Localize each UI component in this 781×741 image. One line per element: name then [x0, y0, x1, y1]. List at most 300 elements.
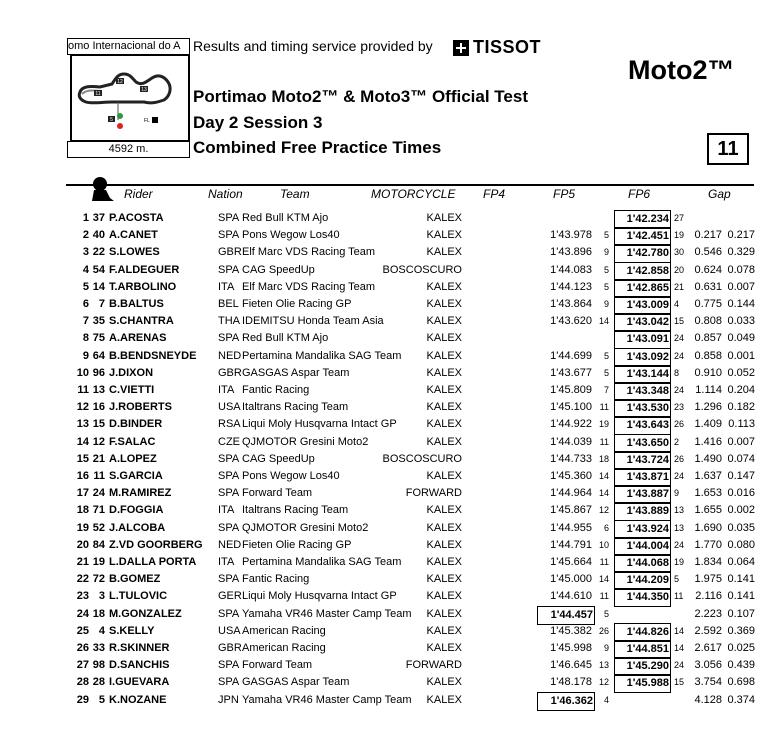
- fp6-lap-cell: 15: [674, 316, 685, 327]
- position-cell: 22: [76, 573, 89, 586]
- nation-cell: BEL: [218, 298, 239, 310]
- table-row: [0, 313, 781, 330]
- gap-previous-cell: 0.374: [727, 693, 755, 706]
- gap-previous-cell: 0.049: [727, 332, 755, 345]
- rider-number-cell: 64: [92, 349, 105, 362]
- fp5-lap-cell: 5: [603, 367, 609, 378]
- nation-cell: SPA: [218, 676, 240, 689]
- rider-number-cell: 54: [92, 263, 105, 276]
- rider-number-cell: 71: [92, 504, 105, 517]
- nation-cell: SPA: [218, 452, 240, 465]
- rider-number-cell: 98: [92, 659, 105, 672]
- gap-cell: 1.637: [694, 470, 722, 482]
- motorcycle-cell: KALEX: [426, 470, 462, 482]
- table-row: [0, 451, 781, 468]
- fp5-lap-cell: 5: [603, 264, 609, 275]
- gap-cell: 1.653: [694, 487, 722, 500]
- rider-number-cell: 12: [92, 435, 105, 448]
- rider-number-cell: 18: [92, 607, 105, 620]
- team-cell: Pertamina Mandalika SAG Team: [242, 349, 402, 362]
- rider-number-cell: 84: [92, 538, 105, 551]
- table-row: [0, 330, 781, 347]
- motorcycle-cell: KALEX: [426, 642, 462, 654]
- motorcycle-cell: KALEX: [426, 366, 462, 379]
- nation-cell: USA: [218, 624, 241, 637]
- rider-name-cell: R.SKINNER: [109, 642, 170, 654]
- fp5-time-cell: 1'44.791: [550, 538, 592, 551]
- rider-number-cell: 37: [92, 212, 105, 224]
- motorcycle-cell: FORWARD: [405, 487, 462, 500]
- gap-previous-cell: 0.078: [727, 263, 755, 276]
- fp6-lap-cell: 27: [674, 213, 685, 223]
- nation-cell: SPA: [218, 470, 240, 482]
- fp6-time-cell: 1'43.009: [614, 296, 671, 315]
- team-cell: Fieten Olie Racing GP: [242, 298, 352, 310]
- team-cell: American Racing: [242, 642, 326, 654]
- position-cell: 12: [76, 401, 89, 414]
- rider-name-cell: A.LOPEZ: [109, 452, 157, 465]
- rider-name-cell: C.VIETTI: [109, 384, 155, 396]
- nation-cell: JPN: [218, 693, 239, 706]
- red-light-icon: [117, 123, 123, 129]
- table-row: [0, 468, 781, 485]
- table-row: [0, 434, 781, 451]
- rider-name-cell: B.BALTUS: [109, 298, 164, 310]
- rider-name-cell: A.CANET: [109, 229, 158, 242]
- team-cell: Fantic Racing: [242, 384, 310, 396]
- gap-previous-cell: 0.064: [727, 556, 755, 568]
- fp5-time-cell: 1'43.677: [550, 366, 592, 379]
- team-cell: CAG SpeedUp: [242, 263, 315, 276]
- rider-number-cell: 75: [92, 332, 105, 345]
- gap-cell: 1.690: [694, 521, 722, 534]
- rider-name-cell: F.ALDEGUER: [109, 263, 180, 276]
- team-cell: Italtrans Racing Team: [242, 401, 349, 414]
- rider-name-cell: B.BENDSNEYDE: [109, 349, 197, 362]
- motorcycle-cell: BOSCOSCURO: [382, 263, 462, 276]
- fp5-lap-cell: 9: [603, 643, 609, 653]
- fp5-time-cell: 1'44.123: [550, 280, 592, 293]
- table-row: [0, 554, 781, 571]
- fp6-lap-cell: 14: [674, 643, 685, 653]
- rider-name-cell: S.KELLY: [109, 624, 155, 637]
- rider-number-cell: 11: [93, 470, 105, 482]
- gap-previous-cell: 0.439: [727, 659, 755, 672]
- team-cell: Liqui Moly Husqvarna Intact GP: [242, 418, 397, 431]
- gap-cell: 1.409: [694, 418, 722, 431]
- fp6-lap-cell: 13: [674, 505, 685, 516]
- fp6-time-cell: 1'43.092: [614, 348, 671, 367]
- rider-name-cell: L.TULOVIC: [109, 590, 168, 603]
- fp5-time-cell: 1'45.998: [550, 642, 592, 654]
- fp5-time-cell: 1'45.664: [550, 556, 592, 568]
- fp6-time-cell: 1'43.643: [614, 416, 671, 435]
- rider-name-cell: K.NOZANE: [109, 693, 167, 706]
- fp5-lap-cell: 11: [599, 557, 609, 567]
- class-title: Moto2™: [628, 55, 735, 85]
- table-row: [0, 520, 781, 537]
- table-row: [0, 348, 781, 365]
- rider-number-cell: 4: [98, 624, 105, 637]
- fp6-lap-cell: 24: [674, 385, 685, 395]
- position-cell: 17: [76, 487, 89, 500]
- gap-previous-cell: 0.698: [727, 676, 755, 689]
- rider-number-cell: 33: [92, 642, 105, 654]
- table-row: [0, 623, 781, 640]
- fp6-lap-cell: 15: [674, 677, 685, 688]
- rider-name-cell: S.CHANTRA: [109, 315, 174, 328]
- motorcycle-cell: KALEX: [426, 229, 462, 242]
- table-row: [0, 485, 781, 502]
- fp6-lap-cell: 2: [674, 436, 680, 447]
- nation-cell: THA: [218, 315, 240, 328]
- position-cell: 3: [82, 246, 89, 259]
- fp6-time-cell: 1'43.530: [614, 399, 671, 418]
- fp5-time-cell: 1'44.699: [550, 349, 592, 362]
- gap-cell: 0.775: [694, 298, 722, 310]
- col-nation: Nation: [208, 187, 243, 201]
- nation-cell: GBR: [218, 642, 242, 654]
- gap-cell: 1.490: [694, 452, 722, 465]
- position-cell: 23: [76, 590, 89, 603]
- gap-cell: 1.834: [694, 556, 722, 568]
- gap-cell: 2.223: [694, 607, 722, 620]
- gap-cell: 0.546: [694, 246, 722, 259]
- rider-number-cell: 16: [92, 401, 105, 414]
- position-cell: 8: [82, 332, 89, 345]
- fp6-lap-cell: 30: [674, 247, 685, 258]
- green-light-icon: [117, 113, 123, 119]
- fp5-lap-cell: 12: [599, 505, 610, 516]
- gap-previous-cell: 0.001: [727, 349, 755, 362]
- fp6-time-cell: 1'42.858: [614, 262, 671, 281]
- fp5-time-cell: 1'46.362: [537, 692, 595, 711]
- fp5-time-cell: 1'45.809: [550, 384, 592, 396]
- table-row: [0, 227, 781, 244]
- fp5-lap-cell: 14: [599, 574, 610, 585]
- team-cell: QJMOTOR Gresini Moto2: [242, 521, 369, 534]
- rider-helmet-icon: [88, 176, 116, 202]
- gap-cell: 0.910: [694, 366, 722, 379]
- fp6-time-cell: 1'44.004: [614, 537, 671, 556]
- rider-number-cell: 35: [92, 315, 105, 328]
- rider-number-cell: 52: [92, 521, 105, 534]
- gap-previous-cell: 0.182: [727, 401, 755, 414]
- motorcycle-cell: KALEX: [426, 504, 462, 517]
- fp5-lap-cell: 10: [599, 539, 610, 550]
- fp6-lap-cell: 20: [674, 264, 685, 275]
- fp5-time-cell: 1'44.964: [550, 487, 592, 500]
- fp6-lap-cell: 26: [674, 453, 685, 464]
- fp5-time-cell: 1'43.978: [550, 229, 592, 242]
- position-cell: 7: [82, 315, 89, 328]
- fp5-time-cell: 1'45.100: [550, 401, 592, 414]
- rider-name-cell: Z.VD GOORBERG: [109, 538, 203, 551]
- nation-cell: RSA: [218, 418, 241, 431]
- table-row: [0, 244, 781, 261]
- fp5-time-cell: 1'48.178: [550, 676, 592, 689]
- nation-cell: SPA: [218, 573, 240, 586]
- nation-cell: GBR: [218, 246, 242, 259]
- team-cell: Red Bull KTM Ajo: [242, 212, 329, 224]
- fp5-lap-cell: 5: [603, 608, 609, 619]
- rider-number-cell: 15: [92, 418, 105, 431]
- fp5-lap-cell: 18: [599, 453, 610, 464]
- team-cell: QJMOTOR Gresini Moto2: [242, 435, 369, 448]
- fp6-lap-cell: 26: [674, 419, 685, 430]
- fp5-time-cell: 1'43.864: [550, 298, 592, 310]
- nation-cell: SPA: [218, 212, 240, 224]
- gap-cell: 4.128: [694, 693, 722, 706]
- gap-cell: 2.617: [694, 642, 722, 654]
- table-row: [0, 674, 781, 691]
- rider-number-cell: 72: [92, 573, 105, 586]
- col-fp5: FP5: [553, 187, 576, 201]
- team-cell: CAG SpeedUp: [242, 452, 315, 465]
- rider-name-cell: A.ARENAS: [109, 332, 167, 345]
- fp5-lap-cell: 14: [599, 471, 610, 481]
- fp6-time-cell: 1'44.068: [614, 554, 671, 573]
- session-line: Day 2 Session 3: [193, 113, 323, 132]
- position-cell: 29: [76, 693, 89, 706]
- fp6-time-cell: 1'43.887: [614, 485, 671, 504]
- gap-cell: 0.808: [694, 315, 722, 328]
- fp5-lap-cell: 6: [603, 522, 609, 533]
- table-row: [0, 537, 781, 554]
- fp6-lap-cell: 19: [674, 230, 685, 241]
- fp6-lap-cell: 19: [674, 557, 685, 567]
- team-cell: Red Bull KTM Ajo: [242, 332, 329, 345]
- fp6-time-cell: 1'43.144: [614, 365, 671, 384]
- motorcycle-cell: KALEX: [426, 280, 462, 293]
- team-cell: Yamaha VR46 Master Camp Team: [242, 693, 412, 706]
- rider-name-cell: F.SALAC: [109, 435, 156, 448]
- fp5-lap-cell: 5: [603, 230, 609, 241]
- fp5-time-cell: 1'45.382: [550, 624, 592, 637]
- map-label-11: 11: [95, 91, 101, 97]
- rider-number-cell: 21: [92, 452, 105, 465]
- fp5-time-cell: 1'44.083: [550, 263, 592, 276]
- gap-previous-cell: 0.052: [727, 366, 755, 379]
- nation-cell: GBR: [218, 366, 242, 379]
- fp6-time-cell: 1'42.865: [614, 279, 671, 298]
- fp5-time-cell: 1'45.000: [550, 573, 592, 586]
- fp5-lap-cell: 11: [599, 436, 609, 447]
- position-cell: 16: [76, 470, 89, 482]
- rider-number-cell: 24: [92, 487, 105, 500]
- col-fp6: FP6: [628, 187, 651, 201]
- map-label-fl: FL: [144, 118, 150, 124]
- fp6-time-cell: 1'45.290: [614, 657, 671, 676]
- fp6-time-cell: 1'44.851: [614, 640, 671, 659]
- nation-cell: ITA: [218, 504, 235, 517]
- team-cell: Pons Wegow Los40: [242, 229, 340, 242]
- gap-cell: 1.416: [694, 435, 722, 448]
- position-cell: 10: [76, 366, 89, 379]
- team-cell: Pertamina Mandalika SAG Team: [242, 556, 402, 568]
- motorcycle-cell: KALEX: [426, 349, 462, 362]
- fp6-lap-cell: 24: [674, 471, 685, 481]
- position-cell: 13: [76, 418, 89, 431]
- rider-number-cell: 40: [92, 229, 105, 242]
- position-cell: 21: [76, 556, 89, 568]
- rider-name-cell: J.ROBERTS: [109, 401, 172, 414]
- gap-previous-cell: 0.144: [727, 298, 755, 310]
- nation-cell: SPA: [218, 229, 240, 242]
- gap-previous-cell: 0.113: [728, 418, 755, 431]
- gap-previous-cell: 0.007: [727, 280, 755, 293]
- motorcycle-cell: KALEX: [426, 521, 462, 534]
- team-cell: IDEMITSU Honda Team Asia: [242, 315, 384, 328]
- gap-cell: 3.754: [694, 676, 722, 689]
- motorcycle-cell: KALEX: [426, 556, 462, 568]
- table-row: [0, 210, 781, 227]
- position-cell: 14: [76, 435, 89, 448]
- fp6-lap-cell: 14: [674, 625, 685, 636]
- motorcycle-cell: KALEX: [426, 298, 462, 310]
- team-cell: Elf Marc VDS Racing Team: [242, 246, 376, 259]
- nation-cell: SPA: [218, 263, 240, 276]
- motorcycle-cell: KALEX: [426, 435, 462, 448]
- gap-previous-cell: 0.035: [727, 521, 755, 534]
- position-cell: 2: [82, 229, 89, 242]
- table-row: [0, 657, 781, 674]
- fp6-time-cell: 1'42.780: [614, 244, 671, 263]
- rider-number-cell: 13: [92, 384, 105, 396]
- gap-cell: 3.056: [694, 659, 722, 672]
- table-row: [0, 606, 781, 623]
- rider-name-cell: J.DIXON: [109, 366, 154, 379]
- gap-previous-cell: 0.080: [727, 538, 755, 551]
- rider-name-cell: L.DALLA PORTA: [109, 556, 197, 568]
- position-cell: 20: [76, 538, 89, 551]
- col-motorcycle: MOTORCYCLE: [371, 187, 456, 201]
- motorcycle-cell: KALEX: [426, 676, 462, 689]
- table-row: [0, 640, 781, 657]
- motorcycle-cell: KALEX: [426, 693, 462, 706]
- fp5-lap-cell: 13: [599, 660, 610, 671]
- circuit-map-icon: [72, 56, 188, 140]
- fp6-lap-cell: 4: [674, 299, 680, 309]
- table-row: [0, 692, 781, 709]
- motorcycle-cell: KALEX: [426, 538, 462, 551]
- col-rider: Rider: [124, 187, 153, 201]
- rider-number-cell: 96: [92, 366, 105, 379]
- fp5-time-cell: 1'45.360: [550, 470, 592, 482]
- table-row: [0, 382, 781, 399]
- gap-cell: 0.631: [694, 280, 722, 293]
- fp6-time-cell: 1'43.091: [614, 330, 671, 349]
- rider-number-cell: 3: [98, 590, 105, 603]
- team-cell: Elf Marc VDS Racing Team: [242, 280, 376, 293]
- fp6-time-cell: 1'45.988: [614, 674, 671, 693]
- nation-cell: NED: [218, 349, 242, 362]
- col-fp4: FP4: [483, 187, 506, 201]
- tissot-logo: [453, 38, 541, 57]
- fp5-time-cell: 1'44.039: [550, 435, 592, 448]
- position-cell: 25: [76, 624, 89, 637]
- rider-number-cell: 22: [92, 246, 105, 259]
- table-row: [0, 279, 781, 296]
- fp6-time-cell: 1'42.451: [614, 227, 671, 246]
- team-cell: Fieten Olie Racing GP: [242, 538, 352, 551]
- rider-number-cell: 19: [92, 556, 105, 568]
- position-cell: 6: [82, 298, 89, 310]
- fp5-time-cell: 1'45.867: [550, 504, 592, 517]
- motorcycle-cell: FORWARD: [405, 659, 462, 672]
- circuit-name: omo Internacional do A: [67, 38, 190, 55]
- team-cell: GASGAS Aspar Team: [242, 366, 350, 379]
- fp6-time-cell: 1'42.234: [614, 210, 671, 229]
- map-label-13: 13: [141, 87, 147, 93]
- nation-cell: SPA: [218, 521, 240, 534]
- rider-name-cell: P.ACOSTA: [109, 212, 164, 224]
- position-cell: 1: [82, 212, 89, 224]
- position-cell: 15: [76, 452, 89, 465]
- fp6-lap-cell: 23: [674, 402, 685, 413]
- motorcycle-cell: KALEX: [426, 315, 462, 328]
- map-label-12: 12: [117, 79, 123, 85]
- fp5-time-cell: 1'43.896: [550, 246, 592, 259]
- table-row: [0, 262, 781, 279]
- fp5-lap-cell: 5: [603, 350, 609, 361]
- motorcycle-cell: KALEX: [426, 384, 462, 396]
- rider-name-cell: M.RAMIREZ: [109, 487, 172, 500]
- gap-previous-cell: 0.074: [727, 452, 755, 465]
- nation-cell: NED: [218, 538, 242, 551]
- gap-cell: 1.975: [694, 573, 722, 586]
- table-row: [0, 365, 781, 382]
- fp6-lap-cell: 9: [674, 488, 680, 499]
- gap-previous-cell: 0.141: [727, 590, 755, 603]
- fp6-time-cell: 1'43.871: [614, 468, 671, 487]
- fp5-time-cell: 1'43.620: [550, 315, 592, 328]
- tissot-logo-text: TISSOT: [473, 37, 542, 57]
- gap-previous-cell: 0.147: [727, 470, 755, 482]
- nation-cell: SPA: [218, 607, 240, 620]
- fp6-lap-cell: 8: [674, 367, 680, 378]
- gap-previous-cell: 0.204: [727, 384, 755, 396]
- col-gap: Gap: [708, 187, 731, 201]
- gap-cell: 1.296: [694, 401, 722, 414]
- table-row: [0, 416, 781, 433]
- flag-icon: [152, 117, 158, 123]
- fp5-lap-cell: 11: [599, 402, 609, 413]
- nation-cell: ITA: [218, 280, 235, 293]
- nation-cell: ITA: [218, 384, 235, 396]
- gap-cell: 0.858: [694, 349, 722, 362]
- circuit-map: [70, 54, 190, 142]
- fp6-lap-cell: 21: [674, 281, 685, 292]
- gap-cell: 2.116: [695, 590, 722, 603]
- position-cell: 24: [76, 607, 89, 620]
- gap-previous-cell: 0.141: [727, 573, 755, 586]
- team-cell: Forward Team: [242, 487, 313, 500]
- motorcycle-cell: BOSCOSCURO: [382, 452, 462, 465]
- rider-name-cell: B.GOMEZ: [109, 573, 161, 586]
- fp5-time-cell: 1'44.922: [550, 418, 592, 431]
- fp6-lap-cell: 5: [674, 574, 680, 585]
- fp5-lap-cell: 5: [603, 281, 609, 292]
- fp5-time-cell: 1'44.955: [550, 521, 592, 534]
- rider-name-cell: J.ALCOBA: [109, 521, 166, 534]
- position-cell: 18: [76, 504, 89, 517]
- gap-previous-cell: 0.107: [727, 607, 755, 620]
- table-row: [0, 296, 781, 313]
- fp6-lap-cell: 24: [674, 350, 685, 361]
- position-cell: 5: [82, 280, 89, 293]
- table-row: [0, 502, 781, 519]
